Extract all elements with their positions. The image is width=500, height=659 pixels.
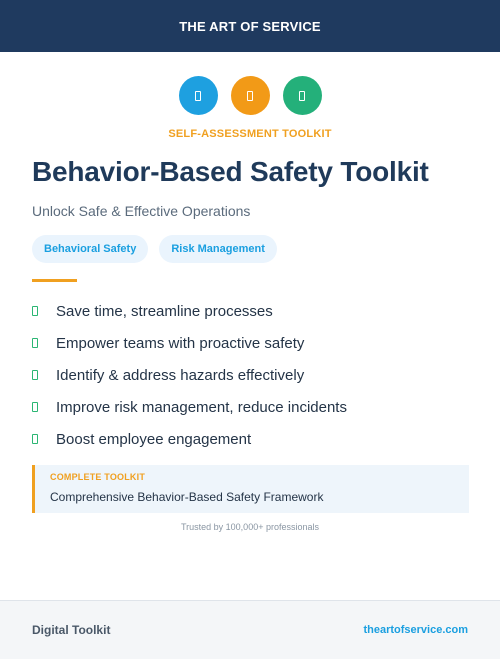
trust-statement: Trusted by 100,000+ professionals [180, 522, 319, 532]
brand-name: THE ART OF SERVICE [179, 18, 321, 34]
tag-behavioral-safety[interactable]: Behavioral Safety [32, 235, 148, 263]
tag-risk-management[interactable]: Risk Management [159, 235, 277, 263]
check-icon [32, 434, 38, 444]
benefit-text: Identify & address hazards effectively [56, 366, 305, 384]
footer [0, 600, 500, 659]
check-icon [32, 338, 38, 348]
footer-label: Digital Toolkit [32, 623, 111, 637]
list-item [32, 423, 472, 455]
document-icon [231, 76, 270, 115]
benefit-text: Boost employee engagement [56, 430, 252, 448]
check-icon [32, 370, 38, 380]
page-title: Behavior-Based Safety Toolkit [32, 156, 429, 187]
callout-label: COMPLETE TOOLKIT [50, 472, 146, 482]
benefit-text: Empower teams with proactive safety [56, 334, 305, 352]
tag-list [32, 235, 277, 263]
list-item [32, 295, 472, 327]
toolkit-callout [32, 465, 469, 513]
eyebrow-label: SELF-ASSESSMENT TOOLKIT [168, 128, 332, 140]
website-link[interactable]: theartofservice.com [363, 624, 468, 636]
document-icon [283, 76, 322, 115]
benefit-text: Improve risk management, reduce incidents [56, 398, 347, 416]
callout-text: Comprehensive Behavior-Based Safety Framework [50, 490, 324, 504]
accent-divider [32, 279, 77, 282]
document-icon [179, 76, 218, 115]
check-icon [32, 306, 38, 316]
list-item [32, 391, 472, 423]
icon-row [0, 76, 500, 115]
list-item [32, 359, 472, 391]
check-icon [32, 402, 38, 412]
benefit-list [32, 295, 472, 455]
top-banner [0, 0, 500, 52]
benefit-text: Save time, streamline processes [56, 302, 273, 320]
list-item [32, 327, 472, 359]
page-subtitle: Unlock Safe & Effective Operations [32, 203, 251, 219]
